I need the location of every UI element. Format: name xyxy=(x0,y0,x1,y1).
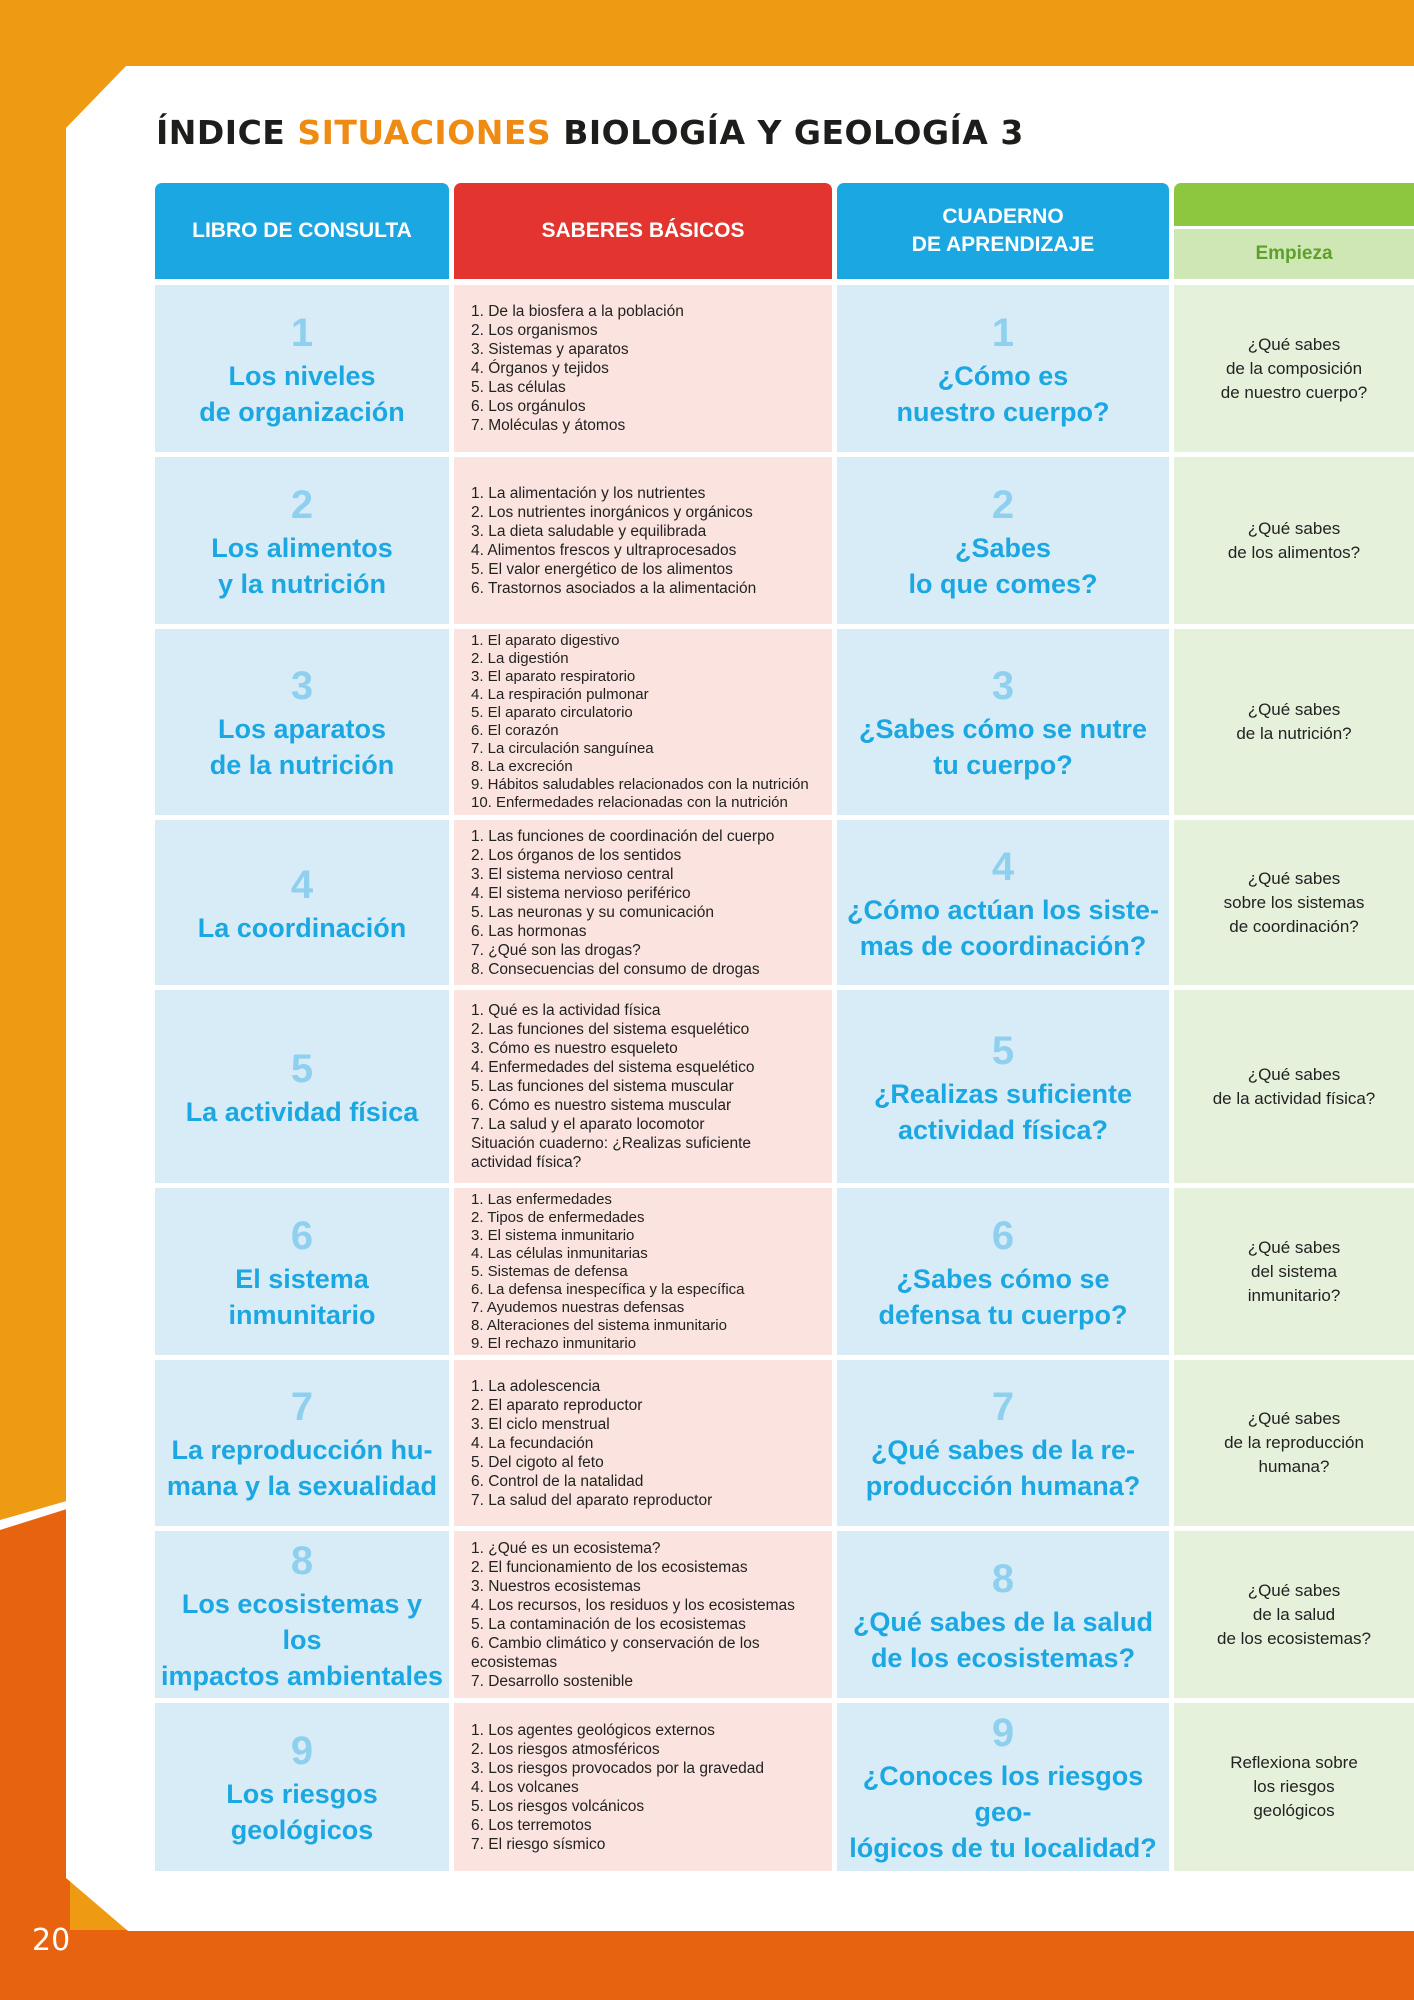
empieza-cell xyxy=(1174,1703,1414,1871)
saberes-item: 3. El sistema nervioso central xyxy=(471,865,674,883)
unit-title: La reproducción hu- mana y la sexualidad xyxy=(166,1435,438,1501)
saberes-list xyxy=(454,629,832,815)
cuaderno-cell xyxy=(837,1188,1169,1355)
situation-number: 8 xyxy=(991,1556,1015,1601)
situation-question: ¿Cómo es nuestro cuerpo? xyxy=(896,360,1110,427)
saberes-item: 7. La circulación sanguínea xyxy=(471,740,654,757)
saberes-item: 7. El riesgo sísmico xyxy=(471,1835,606,1853)
situation-question: ¿Sabes cómo se defensa tu cuerpo? xyxy=(878,1263,1128,1330)
unit-number: 6 xyxy=(290,1213,314,1258)
table-row xyxy=(0,285,1414,452)
saberes-item: 3. Nuestros ecosistemas xyxy=(471,1577,641,1595)
saberes-item: 1. Qué es la actividad física xyxy=(471,1002,661,1019)
cuaderno-cell xyxy=(837,629,1169,815)
saberes-item: 6. Los orgánulos xyxy=(471,398,586,415)
empieza-cell xyxy=(1174,457,1414,624)
libro-cell xyxy=(155,285,449,452)
title-suffix: BIOLOGÍA Y GEOLOGÍA 3 xyxy=(563,113,1024,152)
unit-number: 5 xyxy=(290,1046,314,1091)
saberes-item: 5. Del cigoto al feto xyxy=(471,1453,604,1471)
saberes-item: 3. El aparato respiratorio xyxy=(471,668,636,685)
table-row xyxy=(0,1360,1414,1526)
saberes-list xyxy=(454,990,832,1183)
table-row xyxy=(0,820,1414,985)
table-row xyxy=(0,1188,1414,1355)
situation-number: 7 xyxy=(991,1385,1015,1429)
saberes-item: 7. Ayudemos nuestras defensas xyxy=(471,1298,685,1316)
saberes-item: 1. La adolescencia xyxy=(471,1377,601,1395)
saberes-item: 4. El sistema nervioso periférico xyxy=(471,884,691,902)
unit-title: Los riesgos geológicos xyxy=(226,1779,378,1845)
table-row xyxy=(0,990,1414,1183)
cuaderno-cell xyxy=(837,820,1169,985)
saberes-item: 3. Sistemas y aparatos xyxy=(471,341,629,358)
situation-question: ¿Realizas suficiente actividad física? xyxy=(873,1078,1133,1145)
empieza-question: Reflexiona sobre los riesgos geológicos xyxy=(1230,1753,1358,1820)
saberes-item: 2. Tipos de enfermedades xyxy=(471,1208,645,1226)
unit-title: Los alimentos y la nutrición xyxy=(211,532,393,599)
saberes-item: 7. Desarrollo sostenible xyxy=(471,1672,633,1690)
saberes-item: 3. El ciclo menstrual xyxy=(471,1415,610,1433)
situation-number: 4 xyxy=(991,844,1015,889)
saberes-item: 1. Las enfermedades xyxy=(471,1190,612,1208)
saberes-item: 5. El aparato circulatorio xyxy=(471,704,633,721)
cuaderno-cell xyxy=(837,285,1169,452)
libro-cell xyxy=(155,990,449,1183)
header-cuaderno-de-aprendizaje: CUADERNO DE APRENDIZAJE xyxy=(837,183,1169,279)
saberes-item: 5. La contaminación de los ecosistemas xyxy=(471,1615,746,1633)
saberes-list xyxy=(454,1360,832,1526)
saberes-item: 2. Las funciones del sistema esquelético xyxy=(471,1021,750,1038)
empieza-cell xyxy=(1174,990,1414,1183)
libro-cell xyxy=(155,457,449,624)
saberes-list xyxy=(454,1531,832,1698)
saberes-item: 1. Los agentes geológicos externos xyxy=(471,1721,715,1739)
empieza-question: ¿Qué sabes del sistema inmunitario? xyxy=(1247,1237,1341,1305)
table-row xyxy=(0,1703,1414,1871)
saberes-item: 4. Órganos y tejidos xyxy=(471,360,609,377)
saberes-list xyxy=(454,1703,832,1871)
libro-cell xyxy=(155,1703,449,1871)
cuaderno-cell xyxy=(837,1703,1169,1871)
situation-question: ¿Qué sabes de la re- producción humana? xyxy=(865,1435,1141,1501)
libro-cell xyxy=(155,1188,449,1355)
saberes-list xyxy=(454,285,832,452)
title-prefix: ÍNDICE xyxy=(156,113,286,152)
unit-number: 7 xyxy=(290,1385,314,1429)
cuaderno-cell xyxy=(837,457,1169,624)
saberes-item: 4. La respiración pulmonar xyxy=(471,686,649,703)
saberes-list xyxy=(454,1188,832,1355)
title-accent: SITUACIONES xyxy=(297,113,552,152)
saberes-item: 1. De la biosfera a la población xyxy=(471,303,684,320)
header-saberes-basicos: SABERES BÁSICOS xyxy=(454,183,832,279)
saberes-item: 2. Los organismos xyxy=(471,322,598,339)
situation-number: 2 xyxy=(991,482,1015,527)
saberes-item: 7. ¿Qué son las drogas? xyxy=(471,941,641,959)
saberes-item: 8. La excreción xyxy=(471,758,573,775)
empieza-cell xyxy=(1174,1531,1414,1698)
saberes-item: 6. El corazón xyxy=(471,722,559,739)
saberes-item: 4. Los recursos, los residuos y los ecosistemas xyxy=(471,1596,795,1614)
empieza-cell xyxy=(1174,1188,1414,1355)
empieza-cell xyxy=(1174,285,1414,452)
unit-number: 1 xyxy=(290,310,314,355)
situation-number: 6 xyxy=(991,1213,1015,1258)
situation-number: 9 xyxy=(991,1711,1015,1755)
situation-question: ¿Sabes cómo se nutre tu cuerpo? xyxy=(858,714,1148,780)
unit-title: La actividad física xyxy=(185,1096,419,1127)
header-empieza: Empieza xyxy=(1174,229,1414,279)
saberes-item: 7. La salud y el aparato locomotor xyxy=(471,1116,705,1133)
table-row xyxy=(0,1531,1414,1698)
libro-cell xyxy=(155,820,449,985)
empieza-question: ¿Qué sabes de la nutrición? xyxy=(1236,700,1352,743)
unit-title: Los niveles de organización xyxy=(199,360,405,427)
saberes-item: 8. Alteraciones del sistema inmunitario xyxy=(471,1316,727,1334)
unit-title: Los ecosistemas y los impactos ambientales xyxy=(160,1588,444,1691)
saberes-item: 4. Enfermedades del sistema esquelético xyxy=(471,1059,755,1076)
saberes-item: 7. La salud del aparato reproductor xyxy=(471,1491,713,1509)
empieza-question: ¿Qué sabes de la salud de los ecosistemas? xyxy=(1216,1580,1372,1648)
saberes-item: 7. Moléculas y átomos xyxy=(471,417,626,434)
saberes-item: 2. La digestión xyxy=(471,650,569,667)
saberes-item: 9. El rechazo inmunitario xyxy=(471,1334,637,1352)
saberes-item: 2. Los riesgos atmosféricos xyxy=(471,1740,660,1758)
unit-number: 3 xyxy=(290,664,314,708)
saberes-item: 6. Cómo es nuestro sistema muscular xyxy=(471,1097,732,1114)
saberes-item: 6. Control de la natalidad xyxy=(471,1472,644,1490)
page-title xyxy=(156,113,1024,152)
situation-question: ¿Sabes lo que comes? xyxy=(908,532,1098,599)
saberes-item: 2. El aparato reproductor xyxy=(471,1396,643,1414)
empieza-cell xyxy=(1174,1360,1414,1526)
saberes-item: 1. Las funciones de coordinación del cuerpo xyxy=(471,827,775,845)
saberes-item: 5. El valor energético de los alimentos xyxy=(471,560,733,578)
saberes-item: 2. Los nutrientes inorgánicos y orgánicos xyxy=(471,503,753,521)
saberes-item: 3. La dieta saludable y equilibrada xyxy=(471,522,707,540)
saberes-item: 8. Consecuencias del consumo de drogas xyxy=(471,960,760,978)
saberes-item: 5. Las células xyxy=(471,379,566,396)
saberes-item: 6. Las hormonas xyxy=(471,922,587,940)
saberes-item: 6. Cambio climático y conservación de los ecosistemas xyxy=(471,1634,760,1671)
unit-number: 2 xyxy=(290,482,314,527)
saberes-item: 1. ¿Qué es un ecosistema? xyxy=(471,1539,661,1557)
cuaderno-cell xyxy=(837,1531,1169,1698)
libro-cell xyxy=(155,1531,449,1698)
saberes-item: 2. El funcionamiento de los ecosistemas xyxy=(471,1558,748,1576)
libro-cell xyxy=(155,1360,449,1526)
situation-question: ¿Qué sabes de la salud de los ecosistemas? xyxy=(852,1606,1154,1673)
empieza-question: ¿Qué sabes sobre los sistemas de coordinación? xyxy=(1223,868,1365,936)
unit-number: 9 xyxy=(290,1729,314,1773)
saberes-item: 10. Enfermedades relacionadas con la nutrición xyxy=(471,794,788,811)
saberes-item: 1. La alimentación y los nutrientes xyxy=(471,484,706,502)
saberes-item: 5. Las funciones del sistema muscular xyxy=(471,1078,734,1095)
situation-question: ¿Cómo actúan los siste- mas de coordinación? xyxy=(846,894,1160,961)
saberes-item: 3. Cómo es nuestro esqueleto xyxy=(471,1040,678,1057)
saberes-item: 5. Los riesgos volcánicos xyxy=(471,1797,645,1815)
saberes-item: 4. La fecundación xyxy=(471,1434,594,1452)
table-row xyxy=(0,457,1414,624)
saberes-item: 6. La defensa inespecífica y la específica xyxy=(471,1280,745,1298)
saberes-list xyxy=(454,457,832,624)
situation-number: 5 xyxy=(991,1028,1015,1073)
empieza-cell xyxy=(1174,820,1414,985)
unit-number: 8 xyxy=(290,1538,314,1583)
cuaderno-cell xyxy=(837,990,1169,1183)
saberes-item: 1. El aparato digestivo xyxy=(471,632,620,649)
empieza-question: ¿Qué sabes de la composición de nuestro cuerpo? xyxy=(1220,334,1368,402)
saberes-item: 3. El sistema inmunitario xyxy=(471,1226,635,1244)
saberes-list xyxy=(454,820,832,985)
unit-title: El sistema inmunitario xyxy=(228,1263,376,1330)
empieza-cell xyxy=(1174,629,1414,815)
empieza-question: ¿Qué sabes de la reproducción humana? xyxy=(1224,1409,1364,1476)
saberes-item: Situación cuaderno: ¿Realizas suficiente actividad física? xyxy=(471,1135,752,1171)
saberes-item: 6. Los terremotos xyxy=(471,1816,592,1834)
cuaderno-cell xyxy=(837,1360,1169,1526)
saberes-item: 4. Los volcanes xyxy=(471,1778,579,1796)
unit-number: 4 xyxy=(290,862,314,907)
situation-question: ¿Conoces los riesgos geo- lógicos de tu localidad? xyxy=(849,1761,1157,1863)
saberes-item: 9. Hábitos saludables relacionados con la nutrición xyxy=(471,776,809,793)
libro-cell xyxy=(155,629,449,815)
page-number: 20 xyxy=(32,1923,71,1958)
header-libro-de-consulta: LIBRO DE CONSULTA xyxy=(155,183,449,279)
saberes-item: 5. Las neuronas y su comunicación xyxy=(471,903,714,921)
empieza-question: ¿Qué sabes de los alimentos? xyxy=(1227,518,1361,562)
saberes-item: 3. Los riesgos provocados por la gravedad xyxy=(471,1759,764,1777)
saberes-item: 4. Alimentos frescos y ultraprocesados xyxy=(471,541,737,559)
unit-title: La coordinación xyxy=(197,912,407,943)
unit-title: Los aparatos de la nutrición xyxy=(209,714,395,780)
situation-number: 1 xyxy=(991,310,1015,355)
saberes-item: 5. Sistemas de defensa xyxy=(471,1262,628,1280)
header-green-band xyxy=(1174,183,1414,226)
table-row xyxy=(0,629,1414,815)
situation-number: 3 xyxy=(991,664,1015,708)
saberes-item: 6. Trastornos asociados a la alimentación xyxy=(471,579,757,597)
empieza-question: ¿Qué sabes de la actividad física? xyxy=(1212,1064,1376,1108)
saberes-item: 2. Los órganos de los sentidos xyxy=(471,846,682,864)
saberes-item: 4. Las células inmunitarias xyxy=(471,1244,648,1262)
